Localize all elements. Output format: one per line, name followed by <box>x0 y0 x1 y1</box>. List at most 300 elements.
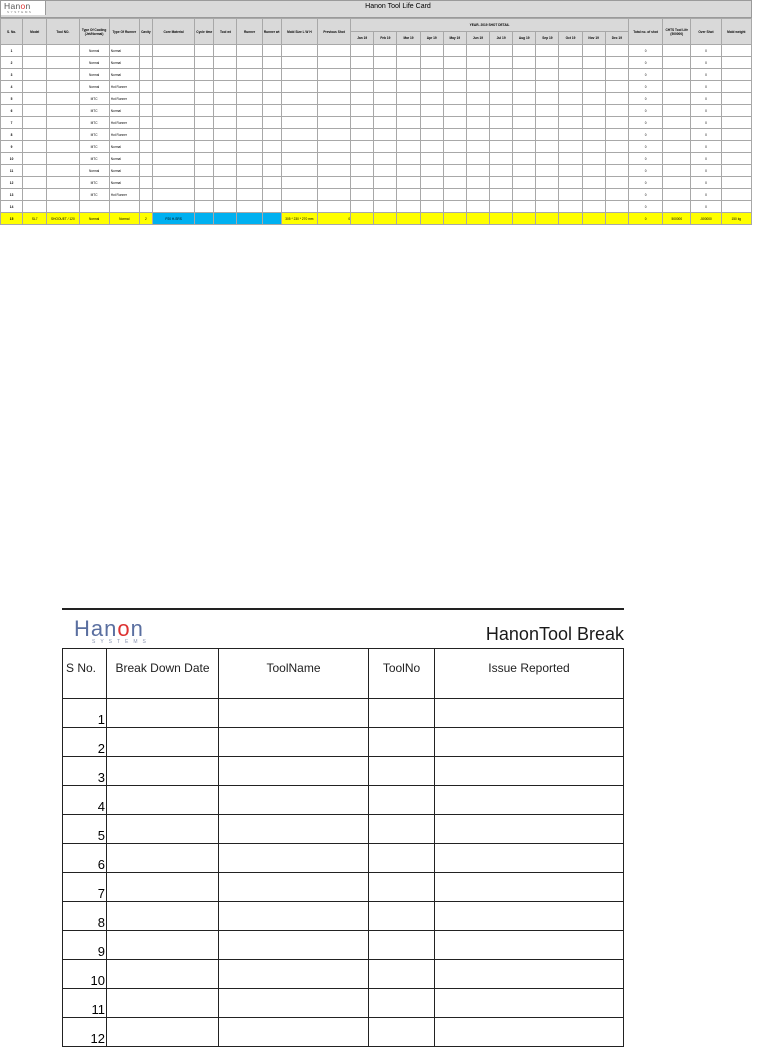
table-cell[interactable] <box>195 117 214 129</box>
table-cell[interactable] <box>369 989 435 1018</box>
table-cell[interactable]: -500000 <box>691 213 721 225</box>
table-cell[interactable] <box>351 141 374 153</box>
table-cell[interactable] <box>47 165 79 177</box>
table-cell[interactable] <box>559 69 582 81</box>
table-cell[interactable] <box>559 81 582 93</box>
table-cell[interactable] <box>195 45 214 57</box>
table-cell[interactable] <box>351 93 374 105</box>
cooling-cell[interactable]: Normal <box>79 165 109 177</box>
table-cell[interactable] <box>582 117 605 129</box>
table-cell[interactable] <box>214 69 237 81</box>
table-cell[interactable] <box>443 177 466 189</box>
total-shot-cell[interactable]: 0 <box>628 201 662 213</box>
table-cell[interactable] <box>281 93 317 105</box>
table-cell[interactable] <box>435 786 624 815</box>
table-cell[interactable] <box>219 931 369 960</box>
total-shot-cell[interactable]: 0 <box>628 105 662 117</box>
table-cell[interactable] <box>536 105 559 117</box>
table-cell[interactable] <box>351 213 374 225</box>
table-cell[interactable] <box>214 213 237 225</box>
over-shot-cell[interactable]: 0 <box>691 165 721 177</box>
table-cell[interactable] <box>369 1018 435 1047</box>
table-cell[interactable] <box>262 69 281 81</box>
over-shot-cell[interactable]: 0 <box>691 105 721 117</box>
cooling-cell[interactable]: Normal <box>79 57 109 69</box>
table-cell[interactable] <box>152 117 194 129</box>
table-cell[interactable] <box>374 93 397 105</box>
table-cell[interactable] <box>466 57 489 69</box>
table-cell[interactable] <box>23 45 47 57</box>
table-cell[interactable] <box>721 153 751 165</box>
table-cell[interactable] <box>466 153 489 165</box>
table-cell[interactable] <box>47 105 79 117</box>
total-shot-cell[interactable]: 0 <box>628 93 662 105</box>
table-cell[interactable] <box>466 69 489 81</box>
table-cell[interactable] <box>536 81 559 93</box>
sno-cell[interactable]: 12 <box>1 177 23 189</box>
table-cell[interactable] <box>219 989 369 1018</box>
table-cell[interactable] <box>605 165 628 177</box>
sno-cell[interactable]: 4 <box>1 81 23 93</box>
table-cell[interactable] <box>663 45 691 57</box>
table-cell[interactable] <box>262 105 281 117</box>
table-cell[interactable] <box>559 177 582 189</box>
table-cell[interactable] <box>721 93 751 105</box>
table-cell[interactable]: P20 H-SRS <box>152 213 194 225</box>
table-cell[interactable] <box>219 902 369 931</box>
table-cell[interactable] <box>663 129 691 141</box>
table-cell[interactable] <box>219 1018 369 1047</box>
table-cell[interactable] <box>466 177 489 189</box>
table-cell[interactable] <box>47 45 79 57</box>
table-cell[interactable] <box>490 189 513 201</box>
table-cell[interactable] <box>214 129 237 141</box>
table-cell[interactable]: 500000 <box>663 213 691 225</box>
table-cell[interactable] <box>374 141 397 153</box>
table-cell[interactable] <box>214 93 237 105</box>
table-cell[interactable] <box>139 69 152 81</box>
table-cell[interactable] <box>605 105 628 117</box>
table-cell[interactable] <box>536 153 559 165</box>
table-cell[interactable] <box>536 69 559 81</box>
table-cell[interactable] <box>23 105 47 117</box>
table-cell[interactable] <box>663 105 691 117</box>
runner-cell[interactable]: Normal <box>109 177 139 189</box>
table-cell[interactable] <box>536 93 559 105</box>
table-cell[interactable] <box>374 177 397 189</box>
table-cell[interactable] <box>420 177 443 189</box>
table-cell[interactable] <box>513 57 536 69</box>
over-shot-cell[interactable]: 0 <box>691 69 721 81</box>
table-cell[interactable] <box>214 117 237 129</box>
table-cell[interactable] <box>721 177 751 189</box>
table-cell[interactable] <box>397 45 420 57</box>
table-cell[interactable] <box>582 93 605 105</box>
table-cell[interactable] <box>351 105 374 117</box>
table-cell[interactable] <box>317 81 350 93</box>
table-cell[interactable] <box>559 213 582 225</box>
table-cell[interactable] <box>47 153 79 165</box>
table-cell[interactable] <box>47 129 79 141</box>
table-cell[interactable] <box>490 153 513 165</box>
table-cell[interactable] <box>513 177 536 189</box>
runner-cell[interactable] <box>109 201 139 213</box>
table-cell[interactable] <box>663 165 691 177</box>
table-cell[interactable] <box>214 189 237 201</box>
table-cell[interactable] <box>369 873 435 902</box>
table-cell[interactable] <box>369 931 435 960</box>
table-cell[interactable] <box>490 93 513 105</box>
table-cell[interactable] <box>317 201 350 213</box>
table-cell[interactable] <box>369 786 435 815</box>
table-cell[interactable] <box>351 201 374 213</box>
table-cell[interactable] <box>139 165 152 177</box>
cooling-cell[interactable]: Normal <box>79 81 109 93</box>
table-cell[interactable] <box>152 129 194 141</box>
table-cell[interactable] <box>281 141 317 153</box>
table-cell[interactable] <box>605 69 628 81</box>
table-cell[interactable] <box>420 117 443 129</box>
runner-cell[interactable]: Normal <box>109 57 139 69</box>
table-cell[interactable] <box>420 81 443 93</box>
table-cell[interactable] <box>23 129 47 141</box>
table-cell[interactable] <box>195 81 214 93</box>
table-cell[interactable]: 2 <box>139 213 152 225</box>
table-cell[interactable] <box>559 105 582 117</box>
table-cell[interactable] <box>466 117 489 129</box>
runner-cell[interactable]: Hot Runner <box>109 117 139 129</box>
table-cell[interactable] <box>369 728 435 757</box>
sno-cell[interactable]: 8 <box>1 129 23 141</box>
table-cell[interactable] <box>721 201 751 213</box>
table-cell[interactable] <box>582 201 605 213</box>
sno-cell[interactable]: 1 <box>1 45 23 57</box>
table-cell[interactable] <box>47 69 79 81</box>
table-cell[interactable] <box>351 177 374 189</box>
table-cell[interactable] <box>513 117 536 129</box>
table-cell[interactable] <box>107 786 219 815</box>
cooling-cell[interactable]: MTC <box>79 129 109 141</box>
table-cell[interactable] <box>605 93 628 105</box>
table-cell[interactable] <box>317 129 350 141</box>
table-cell[interactable] <box>443 93 466 105</box>
table-cell[interactable] <box>513 141 536 153</box>
table-cell[interactable] <box>214 57 237 69</box>
table-cell[interactable] <box>374 129 397 141</box>
table-cell[interactable] <box>721 129 751 141</box>
table-cell[interactable] <box>237 153 262 165</box>
table-cell[interactable] <box>374 213 397 225</box>
table-cell[interactable] <box>139 201 152 213</box>
table-cell[interactable] <box>582 129 605 141</box>
table-cell[interactable] <box>435 873 624 902</box>
sno-cell[interactable]: 13 <box>1 189 23 201</box>
table-cell[interactable] <box>107 873 219 902</box>
over-shot-cell[interactable]: 0 <box>691 141 721 153</box>
table-cell[interactable] <box>23 201 47 213</box>
over-shot-cell[interactable]: 0 <box>691 129 721 141</box>
table-cell[interactable] <box>490 117 513 129</box>
table-cell[interactable] <box>237 165 262 177</box>
table-cell[interactable] <box>663 117 691 129</box>
table-cell[interactable] <box>351 69 374 81</box>
table-cell[interactable] <box>214 45 237 57</box>
table-cell[interactable] <box>351 117 374 129</box>
table-cell[interactable] <box>107 728 219 757</box>
table-cell[interactable] <box>435 1018 624 1047</box>
table-cell[interactable] <box>281 69 317 81</box>
total-shot-cell[interactable]: 0 <box>628 177 662 189</box>
table-cell[interactable] <box>443 213 466 225</box>
table-cell[interactable] <box>214 153 237 165</box>
table-cell[interactable] <box>369 757 435 786</box>
table-cell[interactable] <box>435 757 624 786</box>
table-cell[interactable] <box>281 189 317 201</box>
table-cell[interactable] <box>559 129 582 141</box>
table-cell[interactable] <box>536 141 559 153</box>
table-cell[interactable] <box>107 989 219 1018</box>
table-cell[interactable]: Normal <box>79 213 109 225</box>
table-cell[interactable] <box>513 165 536 177</box>
total-shot-cell[interactable]: 0 <box>628 57 662 69</box>
table-cell[interactable]: 0 <box>628 213 662 225</box>
table-cell[interactable] <box>152 69 194 81</box>
table-cell[interactable] <box>721 105 751 117</box>
table-cell[interactable] <box>435 844 624 873</box>
table-cell[interactable] <box>317 105 350 117</box>
table-cell[interactable] <box>139 117 152 129</box>
table-cell[interactable] <box>139 105 152 117</box>
table-cell[interactable] <box>420 45 443 57</box>
table-cell[interactable] <box>536 189 559 201</box>
runner-cell[interactable]: Normal <box>109 141 139 153</box>
table-cell[interactable] <box>281 81 317 93</box>
runner-cell[interactable]: Normal <box>109 153 139 165</box>
table-cell[interactable] <box>107 815 219 844</box>
table-cell[interactable] <box>397 129 420 141</box>
table-cell[interactable] <box>139 153 152 165</box>
table-cell[interactable] <box>605 117 628 129</box>
table-cell[interactable] <box>262 57 281 69</box>
table-cell[interactable] <box>369 960 435 989</box>
table-cell[interactable] <box>351 45 374 57</box>
table-cell[interactable] <box>374 45 397 57</box>
table-cell[interactable] <box>490 81 513 93</box>
table-cell[interactable] <box>397 81 420 93</box>
table-cell[interactable] <box>374 81 397 93</box>
cooling-cell[interactable]: MTC <box>79 141 109 153</box>
sno-cell[interactable]: 5 <box>1 93 23 105</box>
table-cell[interactable] <box>237 213 262 225</box>
table-cell[interactable] <box>443 57 466 69</box>
table-cell[interactable] <box>152 177 194 189</box>
table-cell[interactable] <box>605 81 628 93</box>
table-cell[interactable] <box>317 177 350 189</box>
table-cell[interactable] <box>721 45 751 57</box>
table-cell[interactable] <box>374 117 397 129</box>
table-cell[interactable] <box>466 213 489 225</box>
table-cell[interactable] <box>443 45 466 57</box>
table-cell[interactable] <box>582 153 605 165</box>
table-cell[interactable] <box>237 117 262 129</box>
table-cell[interactable] <box>374 189 397 201</box>
table-cell[interactable] <box>281 165 317 177</box>
table-cell[interactable] <box>237 93 262 105</box>
table-cell[interactable] <box>214 141 237 153</box>
table-cell[interactable] <box>397 189 420 201</box>
table-cell[interactable] <box>559 141 582 153</box>
table-cell[interactable] <box>262 93 281 105</box>
table-cell[interactable] <box>262 177 281 189</box>
table-cell[interactable] <box>195 69 214 81</box>
table-cell[interactable] <box>139 129 152 141</box>
table-cell[interactable] <box>47 81 79 93</box>
table-cell[interactable] <box>466 105 489 117</box>
table-cell[interactable] <box>397 165 420 177</box>
table-cell[interactable] <box>139 93 152 105</box>
table-cell[interactable] <box>23 117 47 129</box>
over-shot-cell[interactable]: 0 <box>691 153 721 165</box>
table-cell[interactable] <box>281 201 317 213</box>
table-cell[interactable] <box>513 129 536 141</box>
table-cell[interactable] <box>374 165 397 177</box>
total-shot-cell[interactable]: 0 <box>628 153 662 165</box>
table-cell[interactable] <box>219 728 369 757</box>
table-cell[interactable] <box>513 105 536 117</box>
table-cell[interactable]: Normal <box>109 213 139 225</box>
table-cell[interactable] <box>435 931 624 960</box>
table-cell[interactable] <box>435 815 624 844</box>
table-cell[interactable] <box>281 105 317 117</box>
table-cell[interactable] <box>513 213 536 225</box>
table-cell[interactable] <box>152 165 194 177</box>
table-cell[interactable] <box>420 93 443 105</box>
table-cell[interactable] <box>374 105 397 117</box>
table-cell[interactable] <box>262 189 281 201</box>
table-cell[interactable] <box>536 165 559 177</box>
table-cell[interactable] <box>195 141 214 153</box>
table-cell[interactable] <box>582 189 605 201</box>
sno-cell[interactable]: 9 <box>1 141 23 153</box>
table-cell[interactable] <box>219 786 369 815</box>
total-shot-cell[interactable]: 0 <box>628 69 662 81</box>
table-cell[interactable] <box>107 931 219 960</box>
table-cell[interactable] <box>559 153 582 165</box>
table-cell[interactable] <box>420 165 443 177</box>
runner-cell[interactable]: Normal <box>109 45 139 57</box>
table-cell[interactable] <box>195 105 214 117</box>
table-cell[interactable] <box>605 45 628 57</box>
table-cell[interactable] <box>582 81 605 93</box>
table-cell[interactable] <box>47 177 79 189</box>
table-cell[interactable] <box>490 45 513 57</box>
table-cell[interactable] <box>490 57 513 69</box>
table-cell[interactable] <box>317 45 350 57</box>
table-cell[interactable] <box>536 177 559 189</box>
table-cell[interactable] <box>513 201 536 213</box>
table-cell[interactable] <box>281 129 317 141</box>
table-cell[interactable] <box>420 141 443 153</box>
table-cell[interactable] <box>397 201 420 213</box>
table-cell[interactable] <box>513 153 536 165</box>
table-cell[interactable] <box>214 81 237 93</box>
table-cell[interactable] <box>317 93 350 105</box>
table-cell[interactable] <box>317 69 350 81</box>
table-cell[interactable] <box>47 141 79 153</box>
table-cell[interactable] <box>47 201 79 213</box>
table-cell[interactable] <box>351 57 374 69</box>
table-cell[interactable] <box>23 141 47 153</box>
sno-cell[interactable]: 14 <box>1 201 23 213</box>
table-cell[interactable] <box>317 141 350 153</box>
table-cell[interactable] <box>513 189 536 201</box>
table-cell[interactable] <box>582 69 605 81</box>
total-shot-cell[interactable]: 0 <box>628 45 662 57</box>
table-cell[interactable] <box>490 165 513 177</box>
table-cell[interactable] <box>195 189 214 201</box>
table-cell[interactable] <box>536 57 559 69</box>
table-cell[interactable] <box>397 213 420 225</box>
table-cell[interactable] <box>139 141 152 153</box>
table-cell[interactable]: SHOOUET / 120 <box>47 213 79 225</box>
table-cell[interactable] <box>559 57 582 69</box>
table-cell[interactable] <box>237 177 262 189</box>
table-cell[interactable] <box>582 165 605 177</box>
table-cell[interactable] <box>374 153 397 165</box>
table-cell[interactable] <box>721 69 751 81</box>
table-cell[interactable] <box>582 57 605 69</box>
table-cell[interactable] <box>23 69 47 81</box>
table-cell[interactable] <box>195 177 214 189</box>
over-shot-cell[interactable]: 0 <box>691 93 721 105</box>
table-cell[interactable] <box>139 189 152 201</box>
table-cell[interactable] <box>420 129 443 141</box>
table-cell[interactable] <box>219 757 369 786</box>
table-cell[interactable] <box>351 129 374 141</box>
table-cell[interactable] <box>219 844 369 873</box>
table-cell[interactable] <box>490 213 513 225</box>
table-cell[interactable] <box>663 201 691 213</box>
table-cell[interactable] <box>443 69 466 81</box>
table-cell[interactable] <box>237 189 262 201</box>
table-cell[interactable] <box>443 189 466 201</box>
table-cell[interactable] <box>281 177 317 189</box>
table-cell[interactable] <box>663 57 691 69</box>
table-cell[interactable] <box>443 165 466 177</box>
table-cell[interactable] <box>262 153 281 165</box>
table-cell[interactable] <box>536 45 559 57</box>
cooling-cell[interactable]: MTC <box>79 105 109 117</box>
table-cell[interactable] <box>663 189 691 201</box>
table-cell[interactable] <box>397 141 420 153</box>
table-cell[interactable] <box>47 93 79 105</box>
table-cell[interactable] <box>107 902 219 931</box>
table-cell[interactable] <box>152 45 194 57</box>
table-cell[interactable] <box>443 201 466 213</box>
table-cell[interactable] <box>262 117 281 129</box>
table-cell[interactable] <box>420 189 443 201</box>
table-cell[interactable] <box>582 105 605 117</box>
table-cell[interactable] <box>466 189 489 201</box>
table-cell[interactable] <box>23 57 47 69</box>
table-cell[interactable] <box>219 815 369 844</box>
table-cell[interactable] <box>663 69 691 81</box>
table-cell[interactable] <box>281 117 317 129</box>
table-cell[interactable] <box>152 105 194 117</box>
over-shot-cell[interactable]: 0 <box>691 117 721 129</box>
table-cell[interactable] <box>317 153 350 165</box>
table-cell[interactable] <box>721 189 751 201</box>
